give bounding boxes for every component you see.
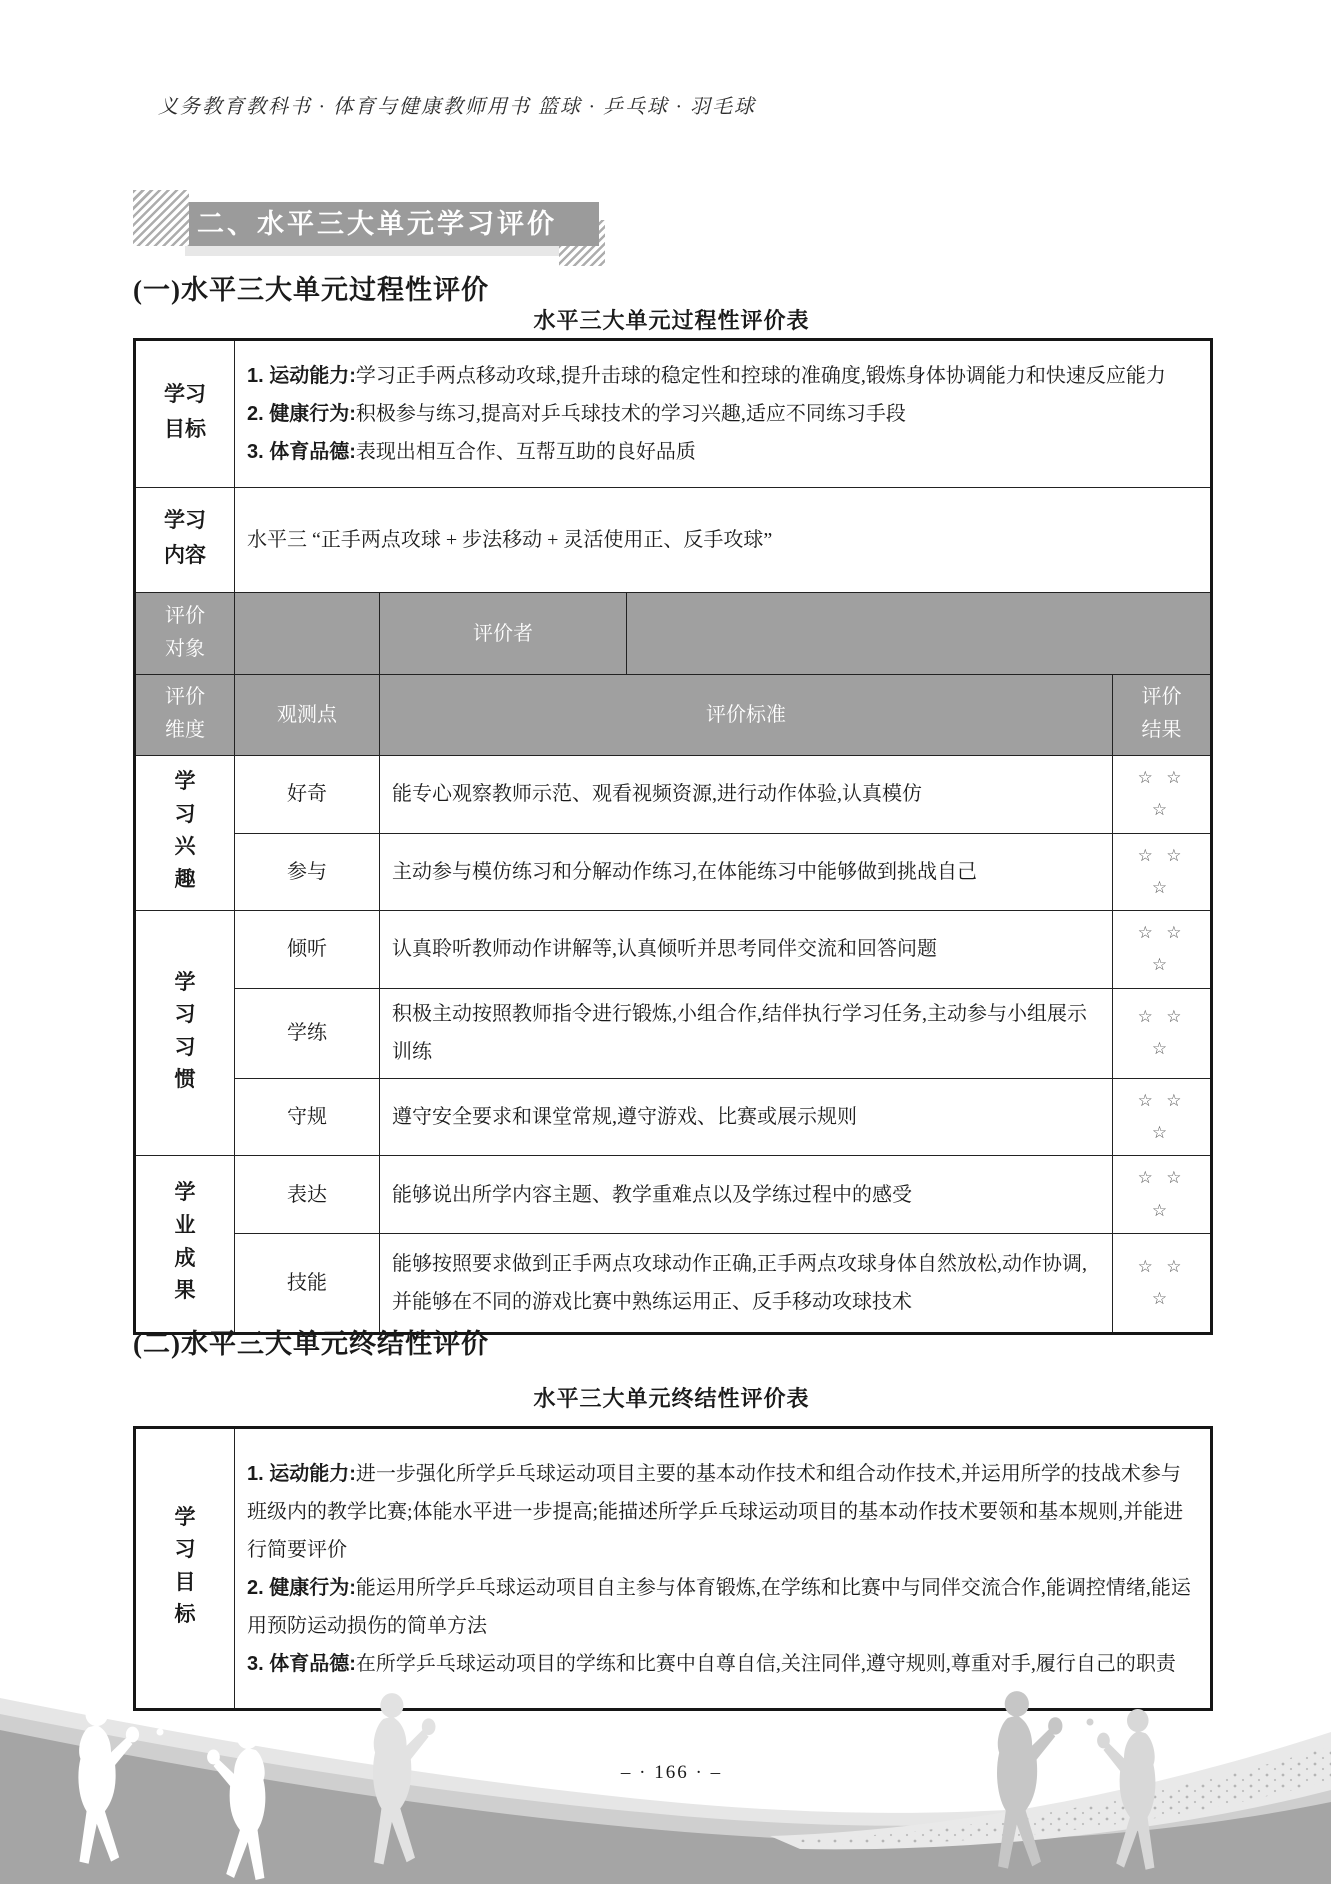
target-label-cell: 评价对象 (135, 593, 235, 675)
table-header-row (135, 675, 1212, 756)
section1-heading: (一)水平三大单元过程性评价 (133, 275, 489, 305)
point-cell: 守规 (235, 1078, 380, 1156)
table-row (135, 1428, 1212, 1710)
target-empty-cell (235, 593, 380, 675)
result-stars: ☆ ☆ ☆ (1113, 1156, 1212, 1234)
standard-cell: 遵守安全要求和课堂常规,遵守游戏、比赛或展示规则 (380, 1078, 1113, 1156)
table1-title: 水平三大单元过程性评价表 (533, 308, 810, 333)
banner-title: 二、水平三大单元学习评价 (169, 202, 599, 246)
table-row (135, 911, 1212, 989)
goal-item: 2. 健康行为:积极参与练习,提高对乒乓球技术的学习兴趣,适应不同练习手段 (247, 403, 906, 425)
header-standard-cell: 评价标准 (380, 675, 1113, 756)
result-stars: ☆ ☆ ☆ (1113, 1233, 1212, 1333)
result-stars: ☆ ☆ ☆ (1113, 988, 1212, 1078)
goal-item: 3. 体育品德:表现出相互合作、互帮互助的良好品质 (247, 441, 696, 463)
table-row (135, 1078, 1212, 1156)
table-row (135, 1233, 1212, 1333)
point-cell: 倾听 (235, 911, 380, 989)
point-cell: 技能 (235, 1233, 380, 1333)
table-row (135, 488, 1212, 593)
header-dimension-cell: 评价维度 (135, 675, 235, 756)
table2-title: 水平三大单元终结性评价表 (533, 1386, 810, 1411)
point-cell: 好奇 (235, 756, 380, 834)
table-row (135, 1156, 1212, 1234)
goal-item: 1. 运动能力:进一步强化所学乒乓球运动项目主要的基本动作技术和组合动作技术,并运用所学的技战术参与班级内的教学比赛;体能水平进一步提高;能描述所学乒乓球运动项目的基本动作技术要领和基本规则,并能进行简要评价 (247, 1462, 1184, 1561)
running-head: 义务教育教科书 · 体育与健康教师用书 篮球 · 乒乓球 · 羽毛球 (158, 96, 756, 118)
goal-item: 3. 体育品德:在所学乒乓球运动项目的学练和比赛中自尊自信,关注同伴,遵守规则,尊重对手,履行自己的职责 (247, 1652, 1176, 1675)
standard-cell: 能专心观察教师示范、观看视频资源,进行动作体验,认真模仿 (380, 756, 1113, 834)
goal-label-cell: 学习目标 (135, 1428, 235, 1710)
point-cell: 学练 (235, 988, 380, 1078)
standard-cell: 能够按照要求做到正手两点攻球动作正确,正手两点攻球身体自然放松,动作协调,并能够在不同的游戏比赛中熟练运用正、反手移动攻球技术 (380, 1233, 1113, 1333)
goal-label-cell: 学习目标 (135, 340, 235, 488)
result-stars: ☆ ☆ ☆ (1113, 1078, 1212, 1156)
result-stars: ☆ ☆ ☆ (1113, 911, 1212, 989)
result-stars: ☆ ☆ ☆ (1113, 833, 1212, 911)
standard-cell: 能够说出所学内容主题、教学重难点以及学练过程中的感受 (380, 1156, 1113, 1234)
result-stars: ☆ ☆ ☆ (1113, 756, 1212, 834)
goal-content-cell (235, 1428, 1212, 1710)
table-tennis-players-art (0, 1684, 1331, 1884)
header-result-cell: 评价结果 (1113, 675, 1212, 756)
table-row (135, 756, 1212, 834)
dimension-cell: 学业成果 (135, 1156, 235, 1334)
content-label-cell: 学习内容 (135, 488, 235, 593)
table-row (135, 833, 1212, 911)
standard-cell: 认真聆听教师动作讲解等,认真倾听并思考同伴交流和回答问题 (380, 911, 1113, 989)
standard-cell: 积极主动按照教师指令进行锻炼,小组合作,结伴执行学习任务,主动参与小组展示训练 (380, 988, 1113, 1078)
point-cell: 参与 (235, 833, 380, 911)
table-row (135, 988, 1212, 1078)
section2-heading: (二)水平三大单元终结性评价 (133, 1329, 489, 1359)
standard-cell: 主动参与模仿练习和分解动作练习,在体能练习中能够做到挑战自己 (380, 833, 1113, 911)
process-evaluation-table (133, 338, 1213, 1335)
page-number: – · 166 · – (620, 1762, 723, 1783)
evaluator-empty-cell (627, 593, 1212, 675)
point-cell: 表达 (235, 1156, 380, 1234)
content-cell: 水平三 “正手两点攻球 + 步法移动 + 灵活使用正、反手攻球” (235, 488, 1212, 593)
dimension-cell: 学习习惯 (135, 911, 235, 1156)
hatch-icon-left (133, 190, 189, 246)
section-banner (133, 188, 633, 272)
goal-item: 2. 健康行为:能运用所学乒乓球运动项目自主参与体育锻炼,在学练和比赛中与同伴交流合作,能调控情绪,能运用预防运动损伤的简单方法 (247, 1576, 1191, 1637)
goal-item: 1. 运动能力:学习正手两点移动攻球,提升击球的稳定性和控球的准确度,锻炼身体协调能力和快速反应能力 (247, 365, 1166, 387)
goal-content-cell (235, 340, 1212, 488)
dimension-cell: 学习兴趣 (135, 756, 235, 911)
summative-evaluation-table (133, 1426, 1213, 1711)
header-point-cell: 观测点 (235, 675, 380, 756)
table-row (135, 340, 1212, 488)
table-row (135, 593, 1212, 675)
evaluator-label-cell: 评价者 (380, 593, 627, 675)
